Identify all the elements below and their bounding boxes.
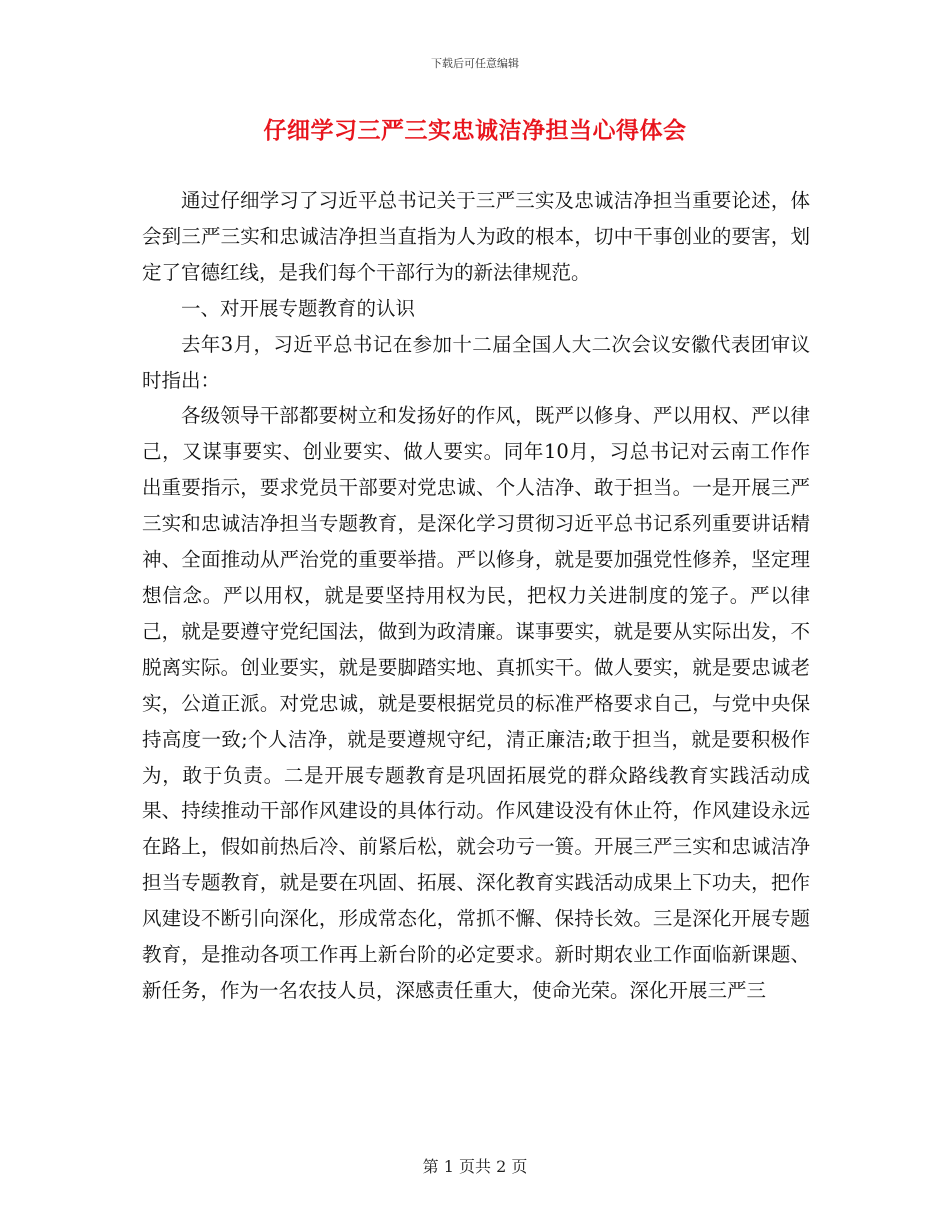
document-title: 仔细学习三严三实忠诚洁净担当心得体会 xyxy=(263,117,687,144)
paragraph: 去年3月，习近平总书记在参加十二届全国人大二次会议安徽代表团审议时指出： xyxy=(142,332,810,392)
section-heading: 一、对开展专题教育的认识 xyxy=(181,296,416,320)
paragraph: 通过仔细学习了习近平总书记关于三严三实及忠诚洁净担当重要论述，体会到三严三实和忠诚洁净担当直指为人为政的根本，切中干事创业的要害，划定了官德红线，是我们每个干部行为的新法律规范。 xyxy=(142,189,810,284)
page-number: 第 1 页共 2 页 xyxy=(422,1157,528,1176)
document-body xyxy=(142,183,810,1009)
header-note: 下载后可任意编辑 xyxy=(431,57,519,70)
paragraph: 各级领导干部都要树立和发扬好的作风，既严以修身、严以用权、严以律己，又谋事要实、创业要实、做人要实。同年10月，习总书记对云南工作作出重要指示，要求党员干部要对党忠诚、个人洁净、敢于担当。一是开展三严三实和忠诚洁净担当专题教育，是深化学习贯彻习近平总书记系列重要讲话精神、全面推动从严治党的重要举措。严以修身，就是要加强党性修养，坚定理想信念。严以用权，就是要坚持用权为民，把权力关进制度的笼子。严以律己，就是要遵守党纪国法，做到为政清廉。谋事要实，就是要从实际出发，不脱离实际。创业要实，就是要脚踏实地、真抓实干。做人要实，就是要忠诚老实，公道正派。对党忠诚，就是要根据党员的标准严格要求自己，与党中央保持高度一致;个人洁净，就是要遵规守纪，清正廉洁;敢于担当，就是要积极作为，敢于负责。二是开展专题教育是巩固拓展党的群众路线教育实践活动成果、持续推动干部作风建设的具体行动。作风建设没有休止符，作风建设永远在路上，假如前热后冷、前紧后松，就会功亏一篑。开展三严三实和忠诚洁净担当专题教育，就是要在巩固、拓展、深化教育实践活动成果上下功夫，把作风建设不断引向深化，形成常态化，常抓不懈、保持长效。三是深化开展专题教育，是推动各项工作再上新台阶的必定要求。新时期农业工作面临新课题、新任务，作为一名农技人员，深感责任重大，使命光荣。深化开展三严三 xyxy=(142,404,810,1002)
